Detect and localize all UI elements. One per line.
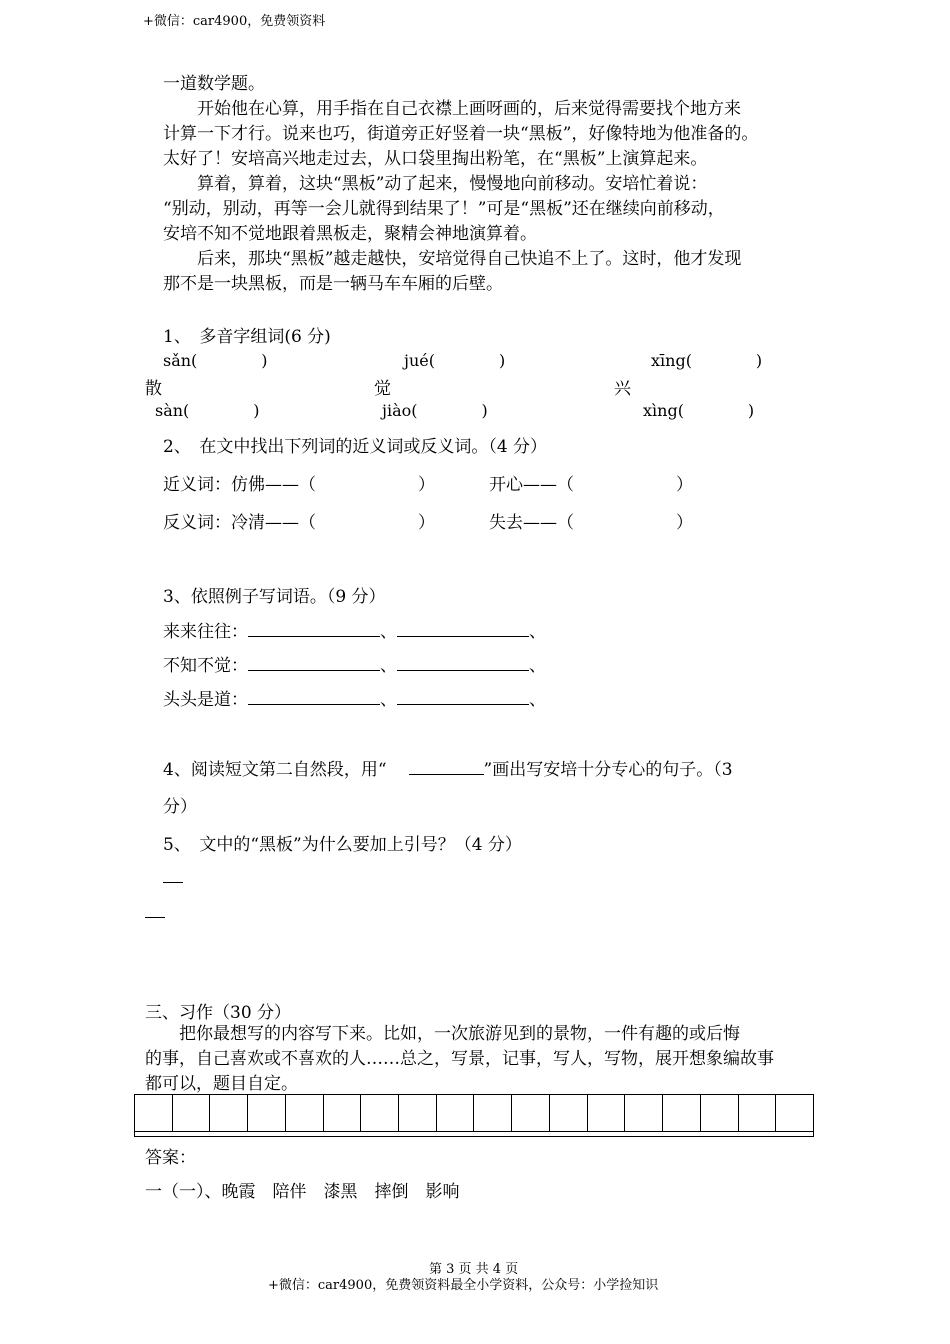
- q1-char-jue: 觉: [374, 379, 391, 399]
- q2-antonym-lengqing: 反义词：冷清——（ ）: [163, 513, 435, 533]
- grid-cell[interactable]: [550, 1095, 588, 1131]
- answer-blank[interactable]: [397, 656, 529, 671]
- story-line: 后来，那块“黑板”越走越快，安培觉得自己快追不上了。这时，他才发现: [163, 249, 742, 269]
- section3-line: 都可以，题目自定。: [145, 1074, 298, 1094]
- q3-example-label: 头头是道：: [163, 690, 248, 710]
- q2-title: 2、 在文中找出下列词的近义词或反义词。（4 分）: [163, 437, 548, 457]
- story-line: 那不是一块黑板，而是一辆马车车厢的后壁。: [163, 274, 503, 294]
- grid-cell[interactable]: [399, 1095, 437, 1131]
- q1-pinyin-xing4: xìng( ): [643, 401, 755, 420]
- answer-blank[interactable]: [248, 690, 380, 705]
- answer-line[interactable]: [163, 882, 183, 883]
- q3-row: [163, 651, 546, 676]
- section3-title: 三、习作（30 分）: [145, 1003, 292, 1023]
- grid-cell[interactable]: [361, 1095, 399, 1131]
- q3-title: 3、依照例子写词语。（9 分）: [163, 587, 386, 607]
- answers-title: 答案：: [145, 1148, 196, 1168]
- grid-cell[interactable]: [512, 1095, 550, 1131]
- q3-example-label: 不知不觉：: [163, 656, 248, 676]
- answer-blank[interactable]: [397, 690, 529, 705]
- section3-line: 把你最想写的内容写下来。比如，一次旅游见到的景物，一件有趣的或后悔: [145, 1024, 740, 1044]
- grid-cell[interactable]: [248, 1095, 286, 1131]
- q1-char-san: 散: [145, 379, 162, 399]
- q3-row: [163, 617, 546, 642]
- answer-line[interactable]: [145, 917, 165, 918]
- grid-cell[interactable]: [625, 1095, 663, 1131]
- writing-grid[interactable]: [134, 1094, 814, 1138]
- grid-cell[interactable]: [739, 1095, 777, 1131]
- answer-blank[interactable]: [248, 656, 380, 671]
- q2-synonym-kaixin: 开心——（ ）: [489, 475, 693, 495]
- q4-line: [163, 755, 733, 780]
- grid-cell[interactable]: [286, 1095, 324, 1131]
- story-line: “别动，别动，再等一会儿就得到结果了！”可是“黑板”还在继续向前移动，: [163, 199, 725, 219]
- grid-bottom-strip: [134, 1132, 814, 1137]
- q2-antonym-shiqu: 失去——（ ）: [489, 513, 693, 533]
- story-line: 安培不知不觉地跟着黑板走，聚精会神地演算着。: [163, 224, 537, 244]
- footer-watermark: +微信：car4900，免费领资料最全小学资料，公众号：小学捡知识: [268, 1278, 659, 1293]
- grid-cell[interactable]: [663, 1095, 701, 1131]
- q1-pinyin-xing1: xīng( ): [651, 351, 763, 370]
- q1-char-xing: 兴: [614, 379, 631, 399]
- grid-cell[interactable]: [437, 1095, 475, 1131]
- separator: 、: [529, 690, 546, 710]
- q1-title: 1、 多音字组词(6 分): [163, 327, 331, 347]
- story-line: 计算一下才行。说来也巧，街道旁正好竖着一块“黑板”，好像特地为他准备的。: [163, 124, 759, 144]
- q5-title: 5、 文中的“黑板”为什么要加上引号？（4 分）: [163, 835, 522, 855]
- answer-blank[interactable]: [248, 622, 380, 637]
- q2-synonym-fangfu: 近义词：仿佛——（ ）: [163, 475, 435, 495]
- q4-continuation: 分）: [163, 797, 197, 817]
- separator: 、: [529, 622, 546, 642]
- q4-text-after: ”画出写安培十分专心的句子。（3: [483, 760, 733, 780]
- grid-cell[interactable]: [776, 1095, 813, 1131]
- q1-pinyin-san3: sǎn( ): [163, 351, 268, 370]
- answer-blank[interactable]: [397, 622, 529, 637]
- section3-line: 的事，自己喜欢或不喜欢的人……总之，写景，记事，写人，写物，展开想象编故事: [145, 1049, 774, 1069]
- grid-cell[interactable]: [324, 1095, 362, 1131]
- q4-text-before: 4、阅读短文第二自然段，用“: [163, 760, 387, 780]
- q1-pinyin-jue2: jué( ): [404, 351, 506, 370]
- separator: 、: [529, 656, 546, 676]
- story-line: 一道数学题。: [163, 74, 265, 94]
- underline-sample: [409, 760, 484, 775]
- q3-row: [163, 685, 546, 710]
- page-number: 第 3 页 共 4 页: [429, 1262, 519, 1277]
- separator: 、: [380, 690, 397, 710]
- separator: 、: [380, 622, 397, 642]
- grid-cell[interactable]: [474, 1095, 512, 1131]
- story-line: 算着，算着，这块“黑板”动了起来，慢慢地向前移动。安培忙着说：: [163, 174, 708, 194]
- q1-pinyin-jiao4: jiào( ): [382, 401, 488, 420]
- grid-cell[interactable]: [210, 1095, 248, 1131]
- header-watermark: +微信：car4900，免费领资料: [143, 14, 326, 29]
- grid-cell[interactable]: [173, 1095, 211, 1131]
- story-line: 开始他在心算，用手指在自己衣襟上画呀画的，后来觉得需要找个地方来: [163, 99, 741, 119]
- q3-example-label: 来来往往：: [163, 622, 248, 642]
- story-line: 太好了！安培高兴地走过去，从口袋里掏出粉笔，在“黑板”上演算起来。: [163, 149, 708, 169]
- answers-line: 一（一）、晚霞 陪伴 漆黑 摔倒 影响: [145, 1182, 460, 1202]
- q1-pinyin-san4: sàn( ): [155, 401, 260, 420]
- separator: 、: [380, 656, 397, 676]
- grid-cell[interactable]: [135, 1095, 173, 1131]
- grid-cell[interactable]: [701, 1095, 739, 1131]
- grid-cell[interactable]: [588, 1095, 626, 1131]
